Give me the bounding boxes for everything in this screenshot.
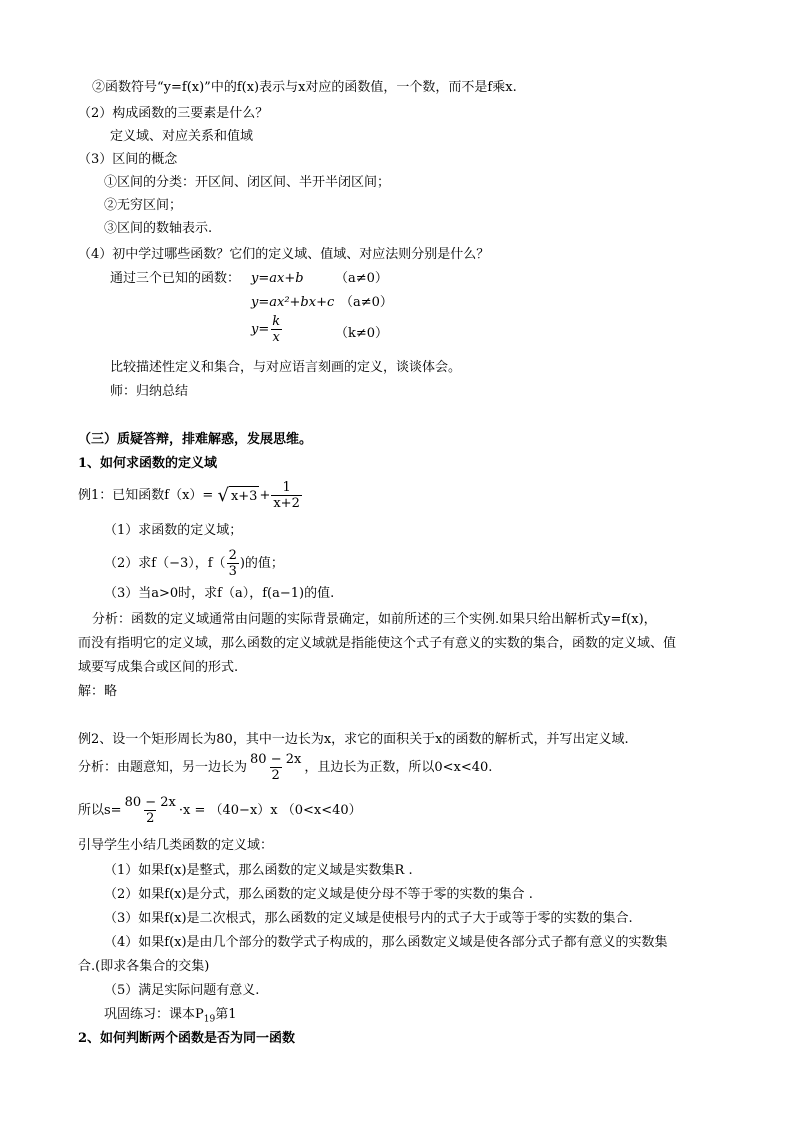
text-line: ②无穷区间； bbox=[104, 198, 183, 213]
fraction-denominator: x bbox=[272, 330, 280, 345]
solution-line: 解：略 bbox=[78, 684, 118, 699]
text-line: 通过三个已知的函数： bbox=[110, 271, 241, 286]
fraction bbox=[271, 480, 302, 511]
text-segment: )的值； bbox=[239, 556, 284, 571]
paragraph-line: 分析：函数的定义域通常由问题的实际背景确定，如前所述的三个实例.如果只给出解析式y=f(x)， bbox=[92, 612, 657, 627]
list-item: （5）满足实际问题有意义. bbox=[104, 983, 260, 998]
condition: （a≠0） bbox=[340, 295, 393, 310]
sqrt-expression: √ x+3 bbox=[217, 484, 258, 506]
fraction bbox=[123, 795, 178, 826]
fraction-numerator: 2 bbox=[228, 548, 237, 563]
question-heading: （4）初中学过哪些函数？它们的定义域、值域、对应法则分别是什么？ bbox=[78, 247, 490, 262]
example-label: 例1：已知函数f（x）= bbox=[78, 488, 214, 503]
text-line: ①区间的分类：开区间、闭区间、半开半闭区间； bbox=[104, 175, 391, 190]
formula-text: y= bbox=[251, 322, 270, 337]
list-item: 合.(即求各集合的交集) bbox=[78, 959, 210, 974]
fraction-denominator: 3 bbox=[228, 564, 237, 579]
subscript: 19 bbox=[203, 1014, 216, 1025]
text-line: 师：归纳总结 bbox=[110, 384, 189, 399]
exercise-line bbox=[104, 1006, 236, 1029]
text-line: 定义域、对应关系和值域 bbox=[110, 129, 254, 144]
text-line bbox=[104, 548, 284, 579]
section-heading: （三）质疑答辩，排难解惑，发展思维。 bbox=[78, 432, 313, 447]
text-segment: ，且边长为正数，所以0<x<40. bbox=[304, 760, 493, 775]
example-line bbox=[78, 480, 303, 511]
formula bbox=[251, 270, 304, 288]
fraction bbox=[248, 752, 303, 783]
list-item: （4）如果f(x)是由几个部分的数学式子构成的，那么函数定义域是使各部分式子都有意义的实数集 bbox=[104, 935, 668, 950]
text-line: ③区间的数轴表示. bbox=[104, 221, 213, 236]
formula bbox=[251, 314, 283, 345]
question-heading: （3）区间的概念 bbox=[78, 152, 178, 167]
formula-line bbox=[78, 795, 362, 826]
list-item: （2）如果f(x)是分式，那么函数的定义域是使分母不等于零的实数的集合 . bbox=[104, 887, 533, 902]
fraction bbox=[227, 548, 239, 579]
text-line: 比较描述性定义和集合，与对应语言刻画的定义，谈谈体会。 bbox=[110, 360, 462, 375]
fraction-denominator: 2 bbox=[271, 768, 280, 783]
text-segment: 巩固练习：课本P bbox=[104, 1007, 204, 1022]
plus-sign: + bbox=[259, 488, 271, 503]
list-item: （1）如果f(x)是整式，那么函数的定义域是实数集R . bbox=[104, 863, 413, 878]
analysis-line bbox=[78, 752, 492, 783]
fraction-numerator: 1 bbox=[282, 480, 291, 495]
fraction-numerator: 80 − 2x bbox=[250, 752, 302, 767]
text-segment: （2）求f（−3），f（ bbox=[104, 556, 226, 571]
text-line: （1）求函数的定义域； bbox=[104, 523, 243, 538]
paragraph-line: 域要写成集合或区间的形式. bbox=[78, 660, 239, 675]
subsection-heading: 2、如何判断两个函数是否为同一函数 bbox=[78, 1031, 296, 1046]
fraction-numerator: k bbox=[272, 314, 281, 329]
list-item: （3）如果f(x)是二次根式，那么函数的定义域是使根号内的式子大于或等于零的实数的集合. bbox=[104, 911, 633, 926]
text-line: （3）当a>0时，求f（a），f(a−1)的值. bbox=[104, 586, 335, 601]
fraction bbox=[270, 314, 282, 345]
formula-text: y=ax²+bx+c bbox=[251, 295, 335, 310]
formula-text: y=ax+b bbox=[251, 271, 304, 286]
paragraph-line: 而没有指明它的定义域，那么函数的定义域就是指能使这个式子有意义的实数的集合，函数的定义域、值 bbox=[78, 636, 677, 651]
formula bbox=[251, 294, 334, 312]
fraction-numerator: 80 − 2x bbox=[124, 795, 176, 810]
text-segment: ·x = （40−x）x （0<x<40） bbox=[178, 803, 362, 818]
text-segment: 分析：由题意知，另一边长为 bbox=[78, 760, 248, 775]
question-heading: （2）构成函数的三要素是什么？ bbox=[78, 106, 269, 121]
fraction-denominator: x+2 bbox=[273, 496, 300, 511]
fraction-denominator: 2 bbox=[146, 811, 155, 826]
text-line: ②函数符号“y=f(x)”中的f(x)表示与x对应的函数值，一个数，而不是f乘x. bbox=[92, 80, 517, 95]
sqrt-radicand: x+3 bbox=[229, 486, 260, 506]
condition: （a≠0） bbox=[335, 271, 388, 286]
subsection-heading: 1、如何求函数的定义域 bbox=[78, 456, 218, 471]
condition: （k≠0） bbox=[335, 326, 389, 341]
text-line: 引导学生小结几类函数的定义域： bbox=[78, 838, 274, 853]
text-segment: 所以s= bbox=[78, 803, 122, 818]
example-line: 例2、设一个矩形周长为80，其中一边长为x，求它的面积关于x的函数的解析式，并写出定义域. bbox=[78, 732, 629, 747]
text-segment: 第1 bbox=[215, 1007, 237, 1022]
